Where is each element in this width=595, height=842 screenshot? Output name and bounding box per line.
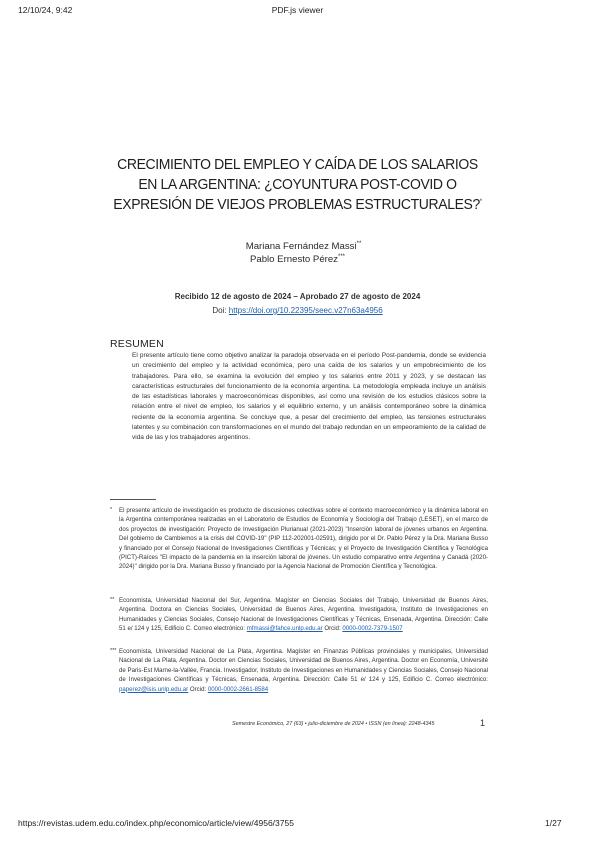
doi-link[interactable]: https://doi.org/10.22395/seec.v27n63a4956 <box>228 306 383 315</box>
print-page-count: 1/27 <box>545 818 562 828</box>
footnote-3 <box>110 647 488 694</box>
email-link[interactable]: paperez@isis.unlp.edu.ar <box>119 685 189 693</box>
footnote-1 <box>110 506 488 572</box>
footnote-separator <box>110 499 156 500</box>
abstract-text: El presente artículo tiene como objetivo analizar la paradoja observada en el período Post-pandemia, donde se evidencia un crecimiento del empleo y la actividad económica, pero una caída de los salarios y un empobrecimiento de los trabajadores. Para ello, se examina la evolución del empleo y los salarios entre 2011 y 2023, y se destacan las características estructurales del funcionamiento de la economía argentina. La metodología empleada incluye un análisis de las estadísticas laborales y macroeconómicas disponibles, así como una revisión de los estudios clásicos sobre la relación entre el nivel de empleo, los salarios y el equilibrio externo, y un análisis contemporáneo sobre la dinámica reciente de la economía argentina. Se concluye que, a pesar del crecimiento del empleo, las tensiones estructurales latentes y su combinación con transformaciones en el mundo del trabajo redundan en un empeoramiento de la calidad de vida de las y los trabajadores argentinos. <box>132 352 486 442</box>
orcid-link[interactable]: 0000-0002-7379-1507 <box>342 625 403 633</box>
footnote-text: El presente artículo de investigación es producto de discusiones colectivas sobre el contexto macroeconómico y la dinámica laboral en la Argentina contemporánea realizadas en el Laboratorio de Estudios de Economía y Sociología del Trabajo (LESET), en el marco de dos proyectos de investigación: Proyecto de Investigación Plurianual (2021-2023) "Inserción laboral de jóvenes urbanos en Argentina. Del gobierno de Cambiemos a la crisis del COVID-19" (PIP 112-202001-02591), dirigido por el Dr. Pablo Pérez y la Dra. Mariana Busso y financiado por el Consejo Nacional de Investigaciones Científicas y Técnicas; y el Proyecto de Investigación Científica y Tecnológica (PICT)-Raíces "El impacto de la pandemia en la inserción laboral de jóvenes. Un estudio comparativo entre Argentina y Canadá (2020-2024)" dirigido por la Dra. Mariana Busso y financiado por la Agencia Nacional de Promoción Científica y Tecnológica. <box>119 507 488 571</box>
email-link[interactable]: mfmassi@fahce.unlp.edu.ar <box>246 625 323 633</box>
orcid-link[interactable]: 0000-0002-2661-8584 <box>207 685 269 693</box>
footnote-2 <box>110 596 488 634</box>
received-approved-dates: Recibido 12 de agosto de 2024 – Aprobado 27 de agosto de 2024 <box>174 292 421 301</box>
title-footnote-mark: * <box>479 198 482 205</box>
footnote-mark: *** <box>110 648 117 654</box>
authors <box>0 240 595 266</box>
footnote-text: Economista, Universidad Nacional de La Plata, Argentina. Magíster en Finanzas Públicas provinciales y municipales, Universidad Nacional de La Plata, Argentina. Doctor en Ciencias Sociales, Universidad de Buenos Aires, Argentina. Doctor en Economía, Université de Paris-Est Marne-la-Vallée, Francia. Investigador, Instituto de Investigaciones en Humanidades y Ciencias Sociales, Consejo Nacional de Investigaciones Científicas y Técnicas, Ensenada, Argentina. Dirección: Calle 51 e/ 124 y 125, Edificio C. Correo electrónico: paperez@isis.unlp.edu.ar Orcid: 0000-0002-2661-8584 <box>119 648 488 693</box>
abstract-heading: RESUMEN <box>110 338 164 350</box>
print-url: https://revistas.udem.edu.co/index.php/economico/article/view/4956/3755 <box>18 818 294 828</box>
doi-label: Doi: <box>212 306 227 315</box>
print-page-title: PDF.js viewer <box>271 5 324 15</box>
doi-line <box>0 306 595 315</box>
print-datetime: 12/10/24, 9:42 <box>18 5 73 15</box>
page-number: 1 <box>480 718 486 728</box>
title-line-2: EN LA ARGENTINA: ¿COYUNTURA POST-COVID O <box>138 176 457 193</box>
footnote-mark: * <box>110 507 113 513</box>
article-title <box>24 155 571 215</box>
author-2: Pablo Ernesto Pérez*** <box>249 253 345 265</box>
title-line-3: EXPRESIÓN DE VIEJOS PROBLEMAS ESTRUCTURALES?* <box>113 196 482 213</box>
footnote-text: Economista, Universidad Nacional del Sur, Argentina. Magíster en Ciencias Sociales del Trabajo, Universidad de Buenos Aires, Argentina. Doctora en Ciencias Sociales, Universidad de Buenos Aires, Argentina. Investigadora, Instituto de Investigaciones en Humanidades y Ciencias Sociales, Consejo Nacional de Investigaciones Científicas y Técnicas, Ensenada, Argentina. Dirección: Calle 51 e/ 124 y 125, Edificio C. Correo electrónico: mfmassi@fahce.unlp.edu.ar Orcid: 0000-0002-7379-1507 <box>119 597 488 633</box>
journal-citation: Semestre Económico, 27 (63) • julio-diciembre de 2024 • ISSN (en línea): 2248-4345 <box>232 721 435 727</box>
footnote-mark: ** <box>110 597 115 603</box>
author-1: Mariana Fernández Massi** <box>245 240 362 252</box>
title-line-1: CRECIMIENTO DEL EMPLEO Y CAÍDA DE LOS SALARIOS <box>117 156 478 173</box>
